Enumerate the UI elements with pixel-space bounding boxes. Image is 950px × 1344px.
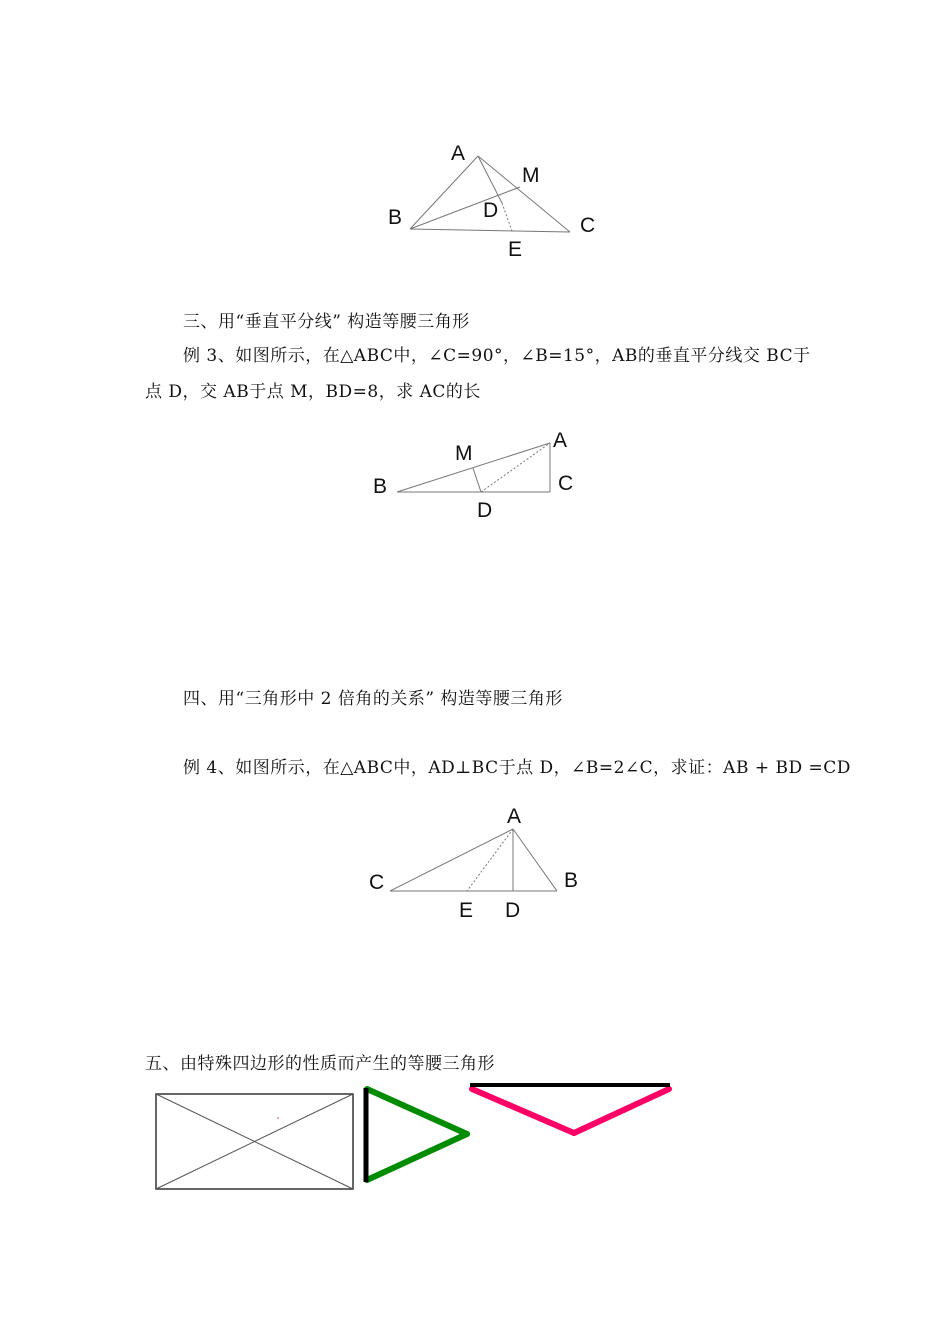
- fig3-label-c: C: [369, 871, 385, 894]
- pink-side-right: [574, 1089, 669, 1133]
- rectangle-dot: [277, 1117, 279, 1119]
- fig1-label-m: M: [522, 164, 540, 187]
- fig1-label-c: C: [580, 214, 596, 237]
- fig2-label-c: C: [558, 472, 574, 495]
- rectangle-with-diagonals: [156, 1094, 353, 1189]
- green-isosceles-triangle: [366, 1088, 467, 1182]
- fig1-label-a: A: [451, 142, 466, 165]
- fig2-label-b: B: [373, 475, 388, 498]
- fig1-label-d: D: [483, 199, 499, 222]
- section-5-heading: 五、由特殊四边形的性质而产生的等腰三角形: [145, 1054, 495, 1074]
- fig2-label-d: D: [477, 499, 493, 522]
- fig3-label-b: B: [564, 869, 579, 892]
- fig1-label-e: E: [508, 238, 523, 261]
- example-3-line-2: 点 D，交 AB于点 M，BD=8，求 AC的长: [145, 382, 481, 402]
- fig3-label-d: D: [505, 899, 521, 922]
- example-4-line: 例 4、如图所示，在△ABC中，AD⊥BC于点 D，∠B=2∠C，求证：AB + BD =CD: [183, 758, 851, 778]
- example-3-line-1: 例 3、如图所示，在△ABC中，∠C=90°，∠B=15°，AB的垂直平分线交 BC于: [183, 346, 811, 366]
- section-4-heading: 四、用“三角形中 2 倍角的关系” 构造等腰三角形: [183, 689, 563, 709]
- green-side-bottom: [367, 1134, 467, 1180]
- fig2-label-m: M: [455, 442, 473, 465]
- pink-isosceles-triangle: [470, 1085, 670, 1133]
- fig2-label-a: A: [553, 429, 568, 452]
- fig3-label-a: A: [507, 805, 522, 828]
- green-side-top: [367, 1089, 467, 1134]
- fig3-label-e: E: [459, 899, 474, 922]
- fig1-label-b: B: [388, 206, 403, 229]
- pink-side-left: [472, 1089, 574, 1133]
- section-3-heading: 三、用“垂直平分线” 构造等腰三角形: [183, 312, 470, 332]
